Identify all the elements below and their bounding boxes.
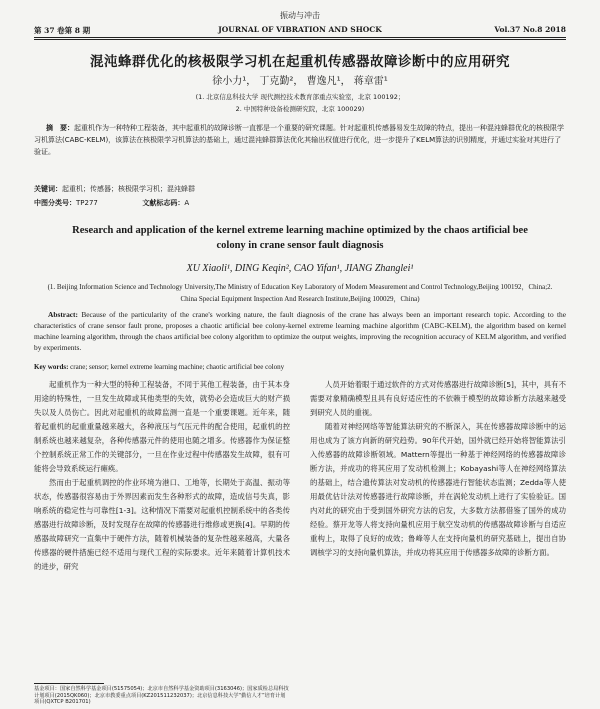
classification-label: 中图分类号：: [34, 199, 76, 207]
footnote-funding: 基金项目：国家自然科学基金项目(51575054)；北京市自然科学基金资助项目(3163046)；国家质检总局科技计划项目(2015QK060)；北京市教委重点项目(KZ201511232037)；北京信息科技大学“勤信人才”培育计划项目(QXTCP B201701): [34, 686, 289, 705]
keywords-cn: [34, 184, 566, 194]
authors-en: XU Xiaoli¹, DING Keqin², CAO Yifan¹, JIANG Zhanglei¹: [186, 263, 414, 274]
abstract-cn-label: 摘 要：: [46, 124, 74, 132]
classification-value: TP277: [76, 199, 98, 207]
keywords-cn-text: 起重机；传感器；核极限学习机；混沌蜂群: [62, 185, 195, 193]
journal-name-en: JOURNAL OF VIBRATION AND SHOCK: [218, 25, 382, 34]
title-cn: 混沌蜂群优化的核极限学习机在起重机传感器故障诊断中的应用研究: [90, 54, 510, 70]
authors-cn: 徐小力¹， 丁克勤²， 曹逸凡¹， 蒋章雷¹: [212, 76, 388, 87]
abstract-cn: [34, 122, 566, 158]
journal-name-cn: 振动与冲击: [280, 11, 320, 20]
doc-code-label: 文献标志码：: [142, 199, 185, 207]
header-rule: [34, 37, 566, 38]
affiliation-en: (1. Beijing Information Science and Technology University,The Ministry of Education Key Laboratory of Modern Measurement and Control Technology,Beijing 100192，China;2. China Special Equipment Inspection And Research Institute,Beijing 100029，China): [47, 283, 553, 303]
body-paragraph: 然而由于起重机调控的作业环境为港口、工地等，长期处于高温、振动等状态，传感器很容易由于外界因素而发生各种形式的故障，造成信号失真，影响系统的稳定性与可靠性[1-3]。这种情况下需要对起重机控制系统中的各类传感器进行故障诊断，及时发现存在故障的传感器进行维修或更换[4]。早期的传感器故障研究一直集中于硬件方法，随着机械装备的复杂性越来越高，大量各传感器的硬件措施已经不适用与现代工程的实际要求。近年来随着计算机技术的进步，研究: [34, 478, 290, 571]
doc-code-value: A: [184, 199, 190, 207]
body-column-left: [34, 378, 290, 574]
body-paragraph: 起重机作为一种大型的特种工程装备，不同于其他工程装备，由于其本身用途的特殊性，一旦发生故障或其他类型的失效，就势必会造成巨大的财产损失以及人员伤亡。因此对起重机的故障监测一直是一个重要课题。近年来，随着起重机的起重重量越来越大，各种液压与气压元件的配合使用，起重机的控制系统也越来越复杂，各种传感器元件的使用也随之增多。传感器作为保证整个控制系统正常工作的关键部分，一旦在作业过程中传感器发生故障，很有可能将会导致系统运行瘫痪。: [34, 380, 290, 473]
header-rule-thin: [34, 39, 566, 40]
volume-issue-cn: 第 37 卷第 8 期: [34, 26, 91, 35]
affiliation-cn-1: (1. 北京信息科技大学 现代测控技术教育部重点实验室，北京 100192；: [195, 93, 405, 101]
title-en: Research and application of the kernel extreme learning machine optimized by the chaos artificial bee colony in crane sensor fault diagnosis: [72, 225, 528, 251]
body-paragraph: 人员开始着眼于通过软件的方式对传感器进行故障诊断[5]，其中，具有不需要对象精确模型且具有良好适应性的不依赖于模型的故障诊断方法越来越受到研究人员的重视。: [310, 380, 566, 417]
keywords-en-label: Key words:: [34, 363, 69, 371]
abstract-en-label: Abstract:: [48, 310, 78, 319]
abstract-cn-text: 起重机作为一种特种工程装备，其中起重机的故障诊断一直都是一个重要的研究课题。针对起重机传感器易发生故障的特点，提出一种混沌蜂群优化的核极限学习机算法(CABC-KELM)，该算法在核极限学习机算法的基础上，通过混沌蜂群算法优化其输出权值进行优化，进一步提升了KELM算法的识别精度，并通过实验对其进行了验证。: [34, 124, 564, 156]
volume-issue-en: Vol.37 No.8 2018: [494, 25, 566, 34]
keywords-cn-label: 关键词：: [34, 185, 62, 193]
body-paragraph: 随着对神经网络等智能算法研究的不断深入，其在传感器故障诊断中的运用也成为了该方向新的研究趋势。90年代开始，国外就已经开始将智能算法引入传感器的故障诊断领域。Mattern等提出一种基于神经网络的传感器故障诊断方法，并成功的将其应用了发动机检测上；Kobayashi等人在神经网络算法的基础上，结合遗传算法对发动机的传感器进行智能状态监测；Zedda等人使用最优估计法对传感器进行故障诊断，并在涡轮发动机上进行了实验验证。国内对此的研究由于受到国外研究方法的启发，大多数方法都借鉴了国外的成功经验。蔡开龙等人将支持向量机应用于航空发动机的传感器故障诊断与自适应重构上，取得了良好的成效；鲁峰等人在支持向量机的研究基础上，提出自协调核学习的支持向量机算法，并成功将其应用于传感器多故障的诊断方面。: [310, 422, 566, 557]
body-column-right: [310, 378, 566, 560]
abstract-en-text: Because of the particularity of the crane's working nature, the fault diagnosis of the crane has always been an important research topic. According to the characteristics of crane sensor fault prone, proposes a chaotic artificial bee colony-kernel extreme learning machine algorithm (CABC-KELM), the algorithm based on kernel machine learning algorithm, through the chaos artificial bee colony algorithm to optimize the output weights, improving the recognition accuracy of KELM algorithm, and verified by experiments.: [34, 310, 566, 352]
affiliation-cn-2: 2. 中国特种设备检测研究院，北京 100029): [235, 105, 365, 113]
classification-line: [34, 198, 566, 208]
keywords-en: [34, 363, 566, 371]
keywords-en-text: crane; sensor; kernel extreme learning machine; chaotic artificial bee colony: [70, 363, 285, 371]
footnote-rule: [34, 683, 104, 684]
abstract-en: [34, 309, 566, 353]
